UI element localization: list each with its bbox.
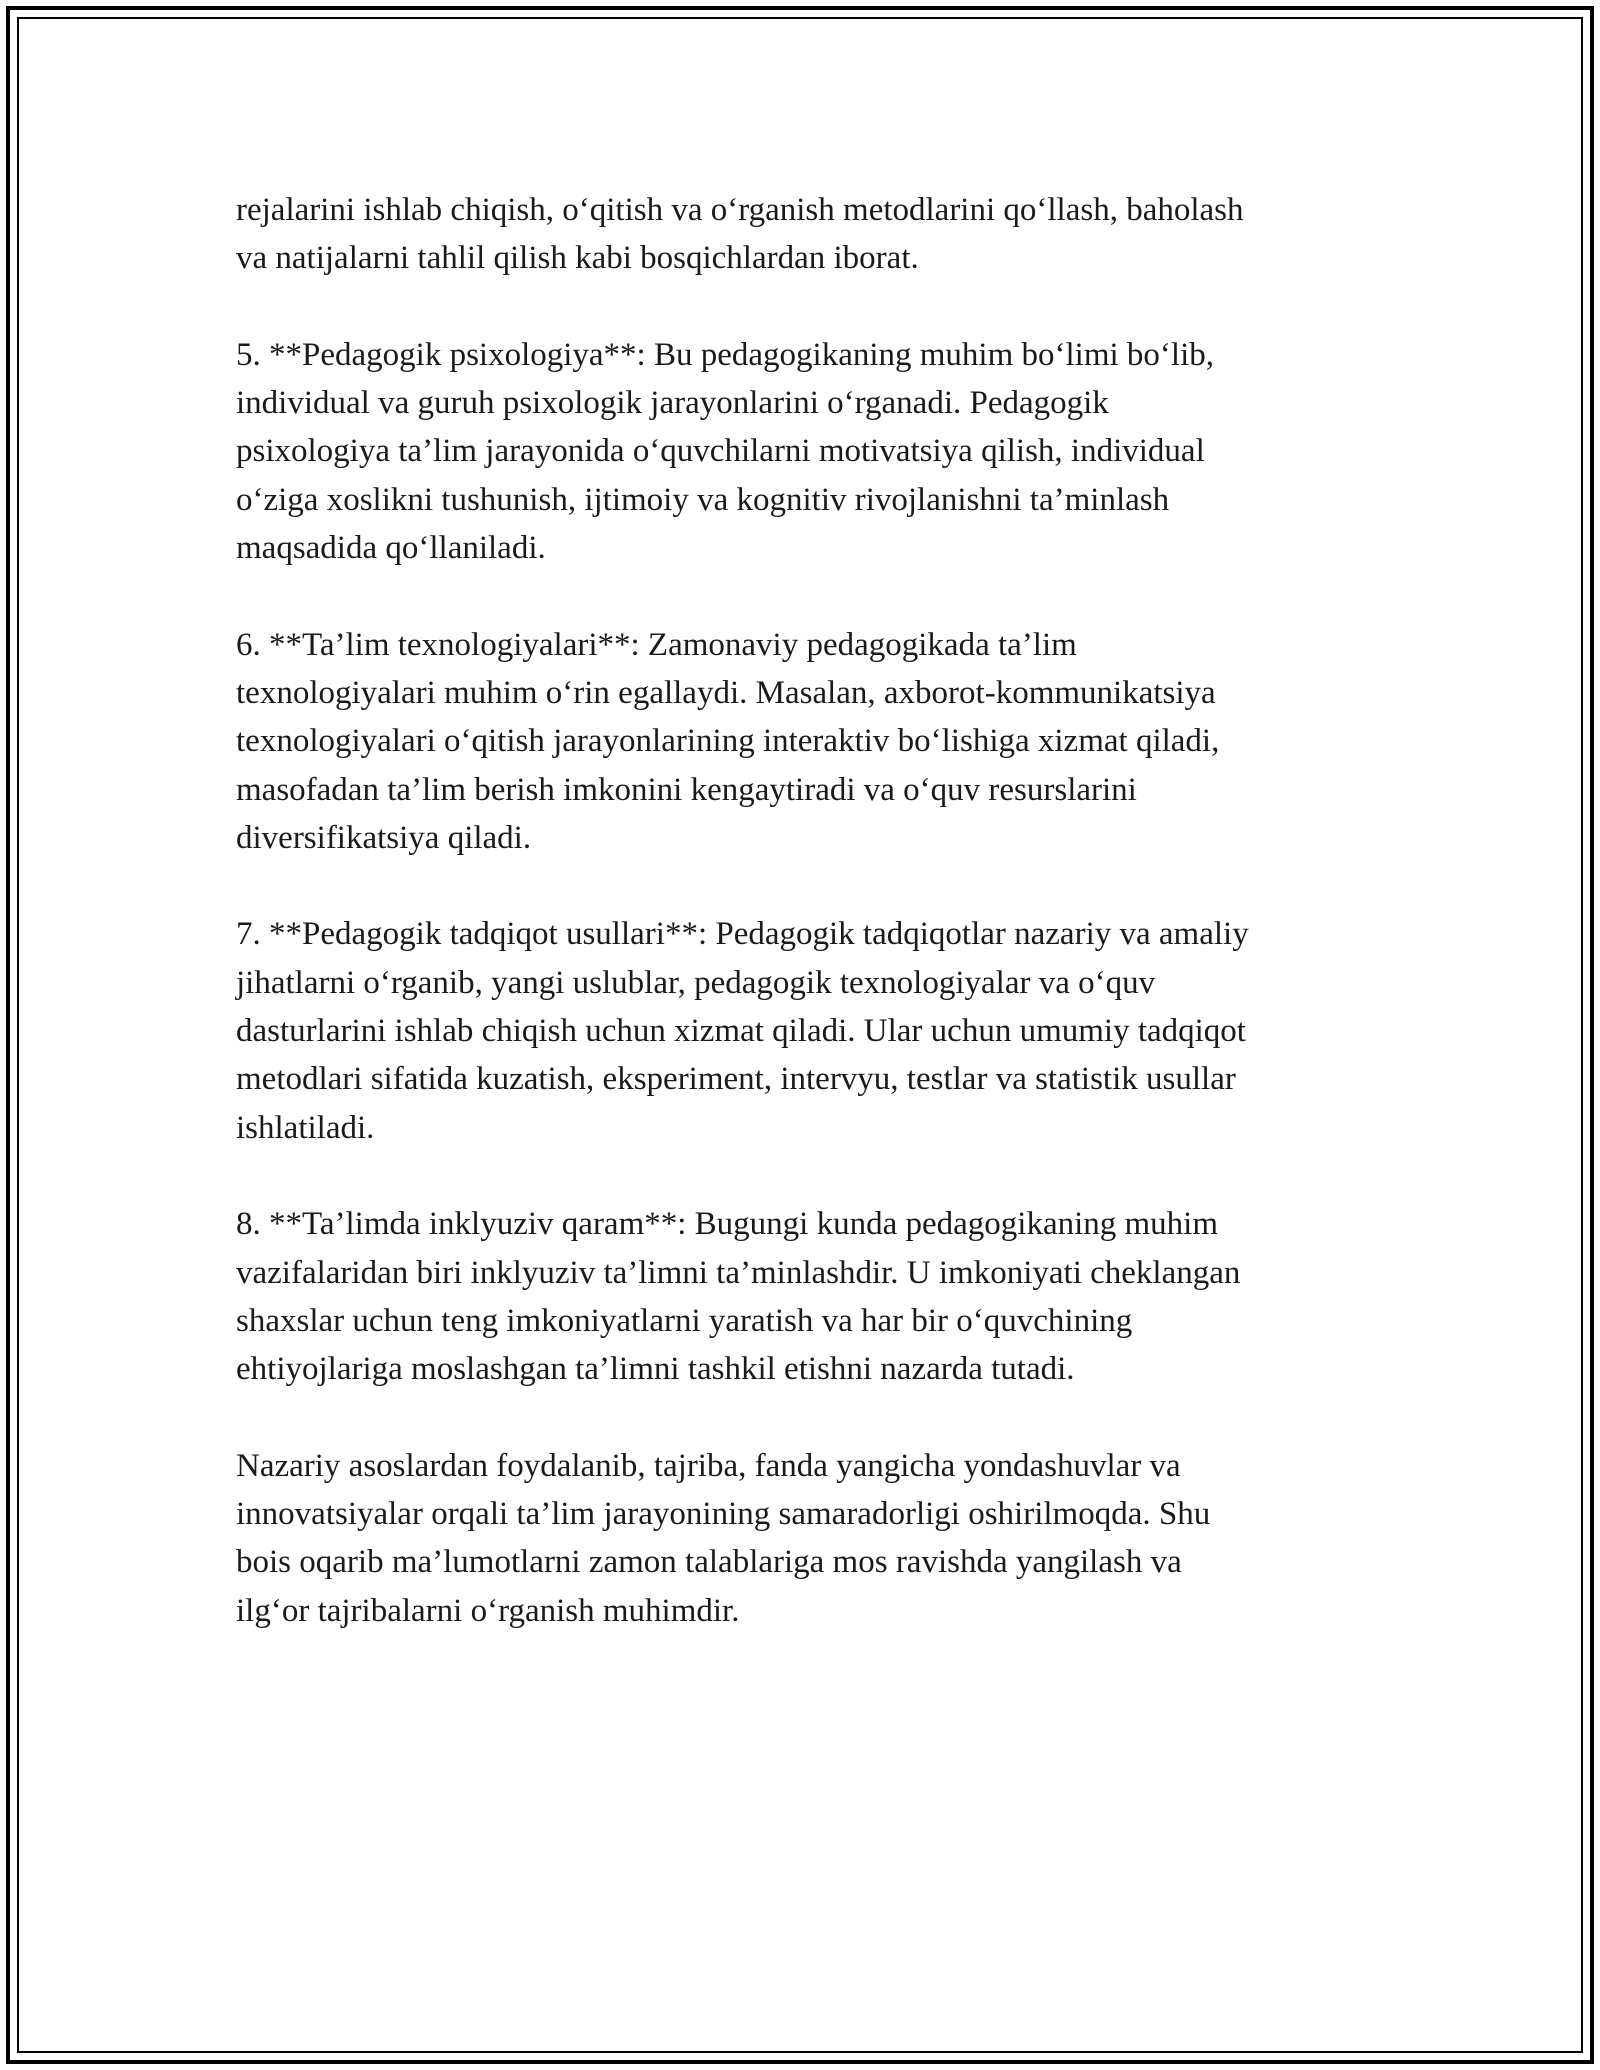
- text-line: 5. **Pedagogik psixologiya**: Bu pedagogikaning muhim bo‘limi bo‘lib,: [236, 336, 1215, 373]
- text-line: 6. **Ta’lim texnologiyalari**: Zamonaviy pedagogikada ta’lim: [236, 626, 1077, 663]
- text-line: jihatlarni o‘rganib, yangi uslublar, pedagogik texnologiyalar va o‘quv: [236, 964, 1156, 1001]
- document-body: [236, 186, 1386, 1683]
- text-line: ishlatiladi.: [236, 1109, 375, 1146]
- text-line: dasturlarini ishlab chiqish uchun xizmat qiladi. Ular uchun umumiy tadqiqot: [236, 1013, 1246, 1050]
- text-line: rejalarini ishlab chiqish, o‘qitish va o‘rganish metodlarini qo‘llash, baholash: [236, 192, 1244, 228]
- text-line: 8. **Ta’limda inklyuziv qaram**: Bugungi kunda pedagogikaning muhim: [236, 1206, 1219, 1243]
- paragraph: [236, 910, 1386, 1151]
- text-line: masofadan ta’lim berish imkonini kengaytiradi va o‘quv resurslarini: [236, 771, 1137, 808]
- text-line: diversifikatsiya qiladi.: [236, 819, 532, 856]
- paragraph: [236, 331, 1386, 572]
- text-line: Nazariy asoslardan foydalanib, tajriba, fanda yangicha yondashuvlar va: [236, 1447, 1181, 1484]
- paragraph: [236, 1200, 1386, 1393]
- text-line: maqsadida qo‘llaniladi.: [236, 530, 546, 567]
- text-line: ehtiyojlariga moslashgan ta’limni tashkil etishni nazarda tutadi.: [236, 1351, 1075, 1388]
- text-line: 7. **Pedagogik tadqiqot usullari**: Pedagogik tadqiqotlar nazariy va amaliy: [236, 916, 1249, 953]
- text-line: innovatsiyalar orqali ta’lim jarayonining samaradorligi oshirilmoqda. Shu: [236, 1496, 1211, 1533]
- text-line: texnologiyalari o‘qitish jarayonlarining interaktiv bo‘lishiga xizmat qiladi,: [236, 723, 1220, 760]
- text-line: psixologiya ta’lim jarayonida o‘quvchilarni motivatsiya qilish, individual: [236, 433, 1205, 470]
- text-line: individual va guruh psixologik jarayonlarini o‘rganadi. Pedagogik: [236, 385, 1109, 422]
- text-line: bois oqarib ma’lumotlarni zamon talablariga mos ravishda yangilash va: [236, 1544, 1182, 1581]
- text-line: va natijalarni tahlil qilish kabi bosqichlardan iborat.: [236, 240, 919, 277]
- paragraph: [236, 186, 1386, 283]
- text-line: ilg‘or tajribalarni o‘rganish muhimdir.: [236, 1592, 740, 1629]
- text-line: texnologiyalari muhim o‘rin egallaydi. Masalan, axborot-kommunikatsiya: [236, 674, 1216, 711]
- text-line: vazifalaridan biri inklyuziv ta’limni ta’minlashdir. U imkoniyati cheklangan: [236, 1254, 1241, 1291]
- text-line: metodlari sifatida kuzatish, eksperiment, intervyu, testlar va statistik usullar: [236, 1061, 1236, 1098]
- paragraph: [236, 1442, 1386, 1635]
- text-line: o‘ziga xoslikni tushunish, ijtimoiy va kognitiv rivojlanishni ta’minlash: [236, 481, 1170, 518]
- text-line: shaxslar uchun teng imkoniyatlarni yaratish va har bir o‘quvchining: [236, 1302, 1133, 1339]
- paragraph: [236, 621, 1386, 862]
